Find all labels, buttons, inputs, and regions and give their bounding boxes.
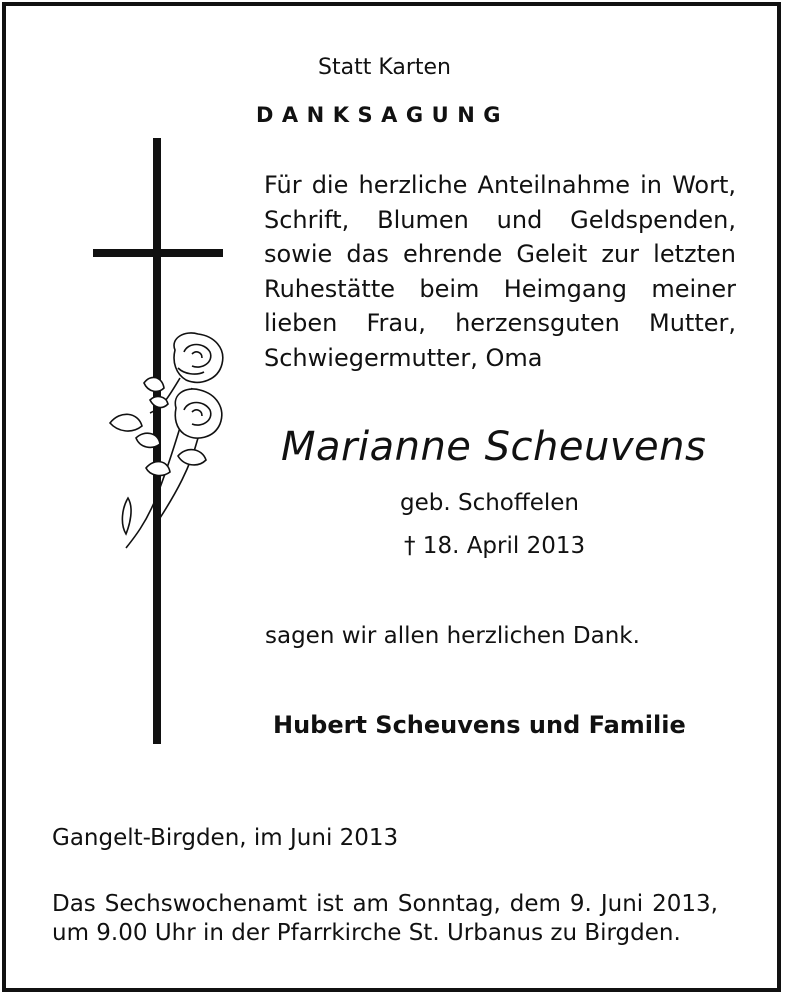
intro-line: Schrift, Blumen und Geldspenden, (264, 205, 736, 234)
mass-line: Das Sechswochenamt ist am Sonntag, dem 9. Juni 2013, (52, 891, 718, 917)
maiden-name: geb. Schoffelen (400, 490, 579, 516)
intro-paragraph (264, 168, 736, 376)
mass-line: um 9.00 Uhr in der Pfarrkirche St. Urbanus zu Birgden. (52, 920, 681, 946)
death-date: † 18. April 2013 (404, 533, 586, 559)
intro-line: Ruhestätte beim Heimgang meiner (264, 274, 736, 303)
intro-line: Für die herzliche Anteilnahme in Wort, (264, 171, 736, 199)
intro-line: Schwiegermutter, Oma (264, 343, 543, 372)
thanks-line: sagen wir allen herzlichen Dank. (265, 623, 640, 649)
rose-icon (110, 333, 223, 548)
header-text: Statt Karten (318, 55, 451, 80)
deceased-name: Marianne Scheuvens (281, 424, 707, 470)
cross-with-roses (80, 138, 240, 748)
intro-line: lieben Frau, herzensguten Mutter, (264, 309, 736, 338)
mass-notice (52, 890, 718, 948)
place-date: Gangelt-Birgden, im Juni 2013 (52, 825, 399, 851)
family-signature: Hubert Scheuvens und Familie (273, 711, 686, 739)
cross-icon (80, 138, 240, 748)
intro-line: sowie das ehrende Geleit zur letzten (264, 240, 736, 269)
page-title: DANKSAGUNG (256, 103, 510, 127)
